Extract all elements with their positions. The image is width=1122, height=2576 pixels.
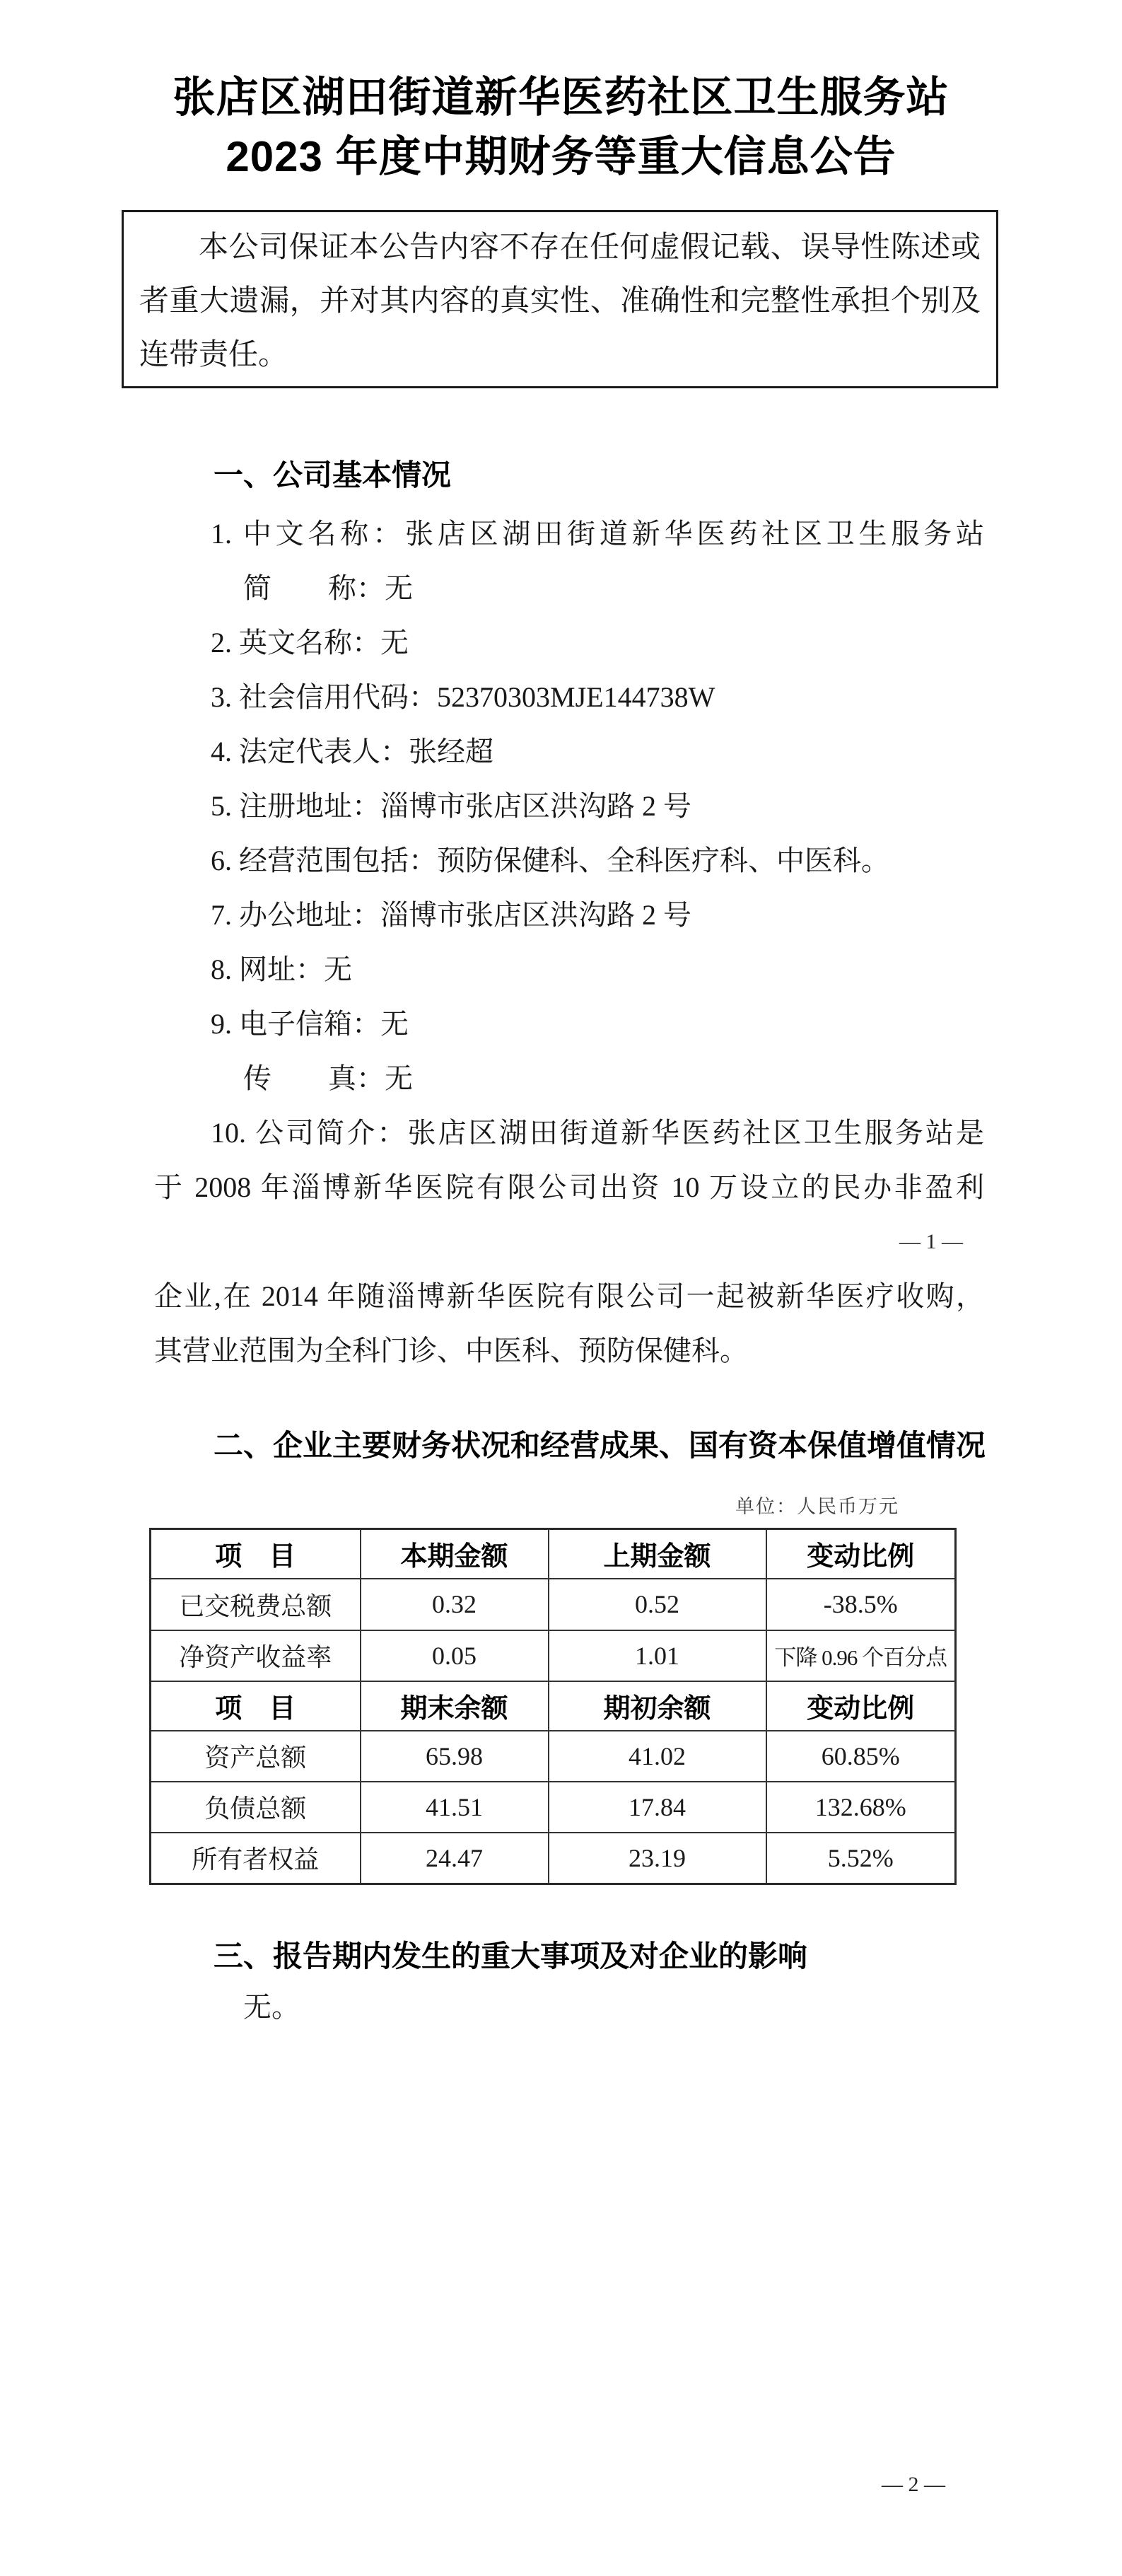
table-cell: 期初余额: [549, 1681, 766, 1731]
table-cell: 0.05: [361, 1630, 549, 1681]
table-cell: 已交税费总额: [151, 1579, 361, 1630]
table-header-row: [151, 1529, 956, 1579]
table-row-liabilities: [151, 1782, 956, 1833]
table-cell: 项 目: [151, 1529, 361, 1579]
table-cell: 负债总额: [151, 1782, 361, 1833]
section2-heading: 二、企业主要财务状况和经营成果、国有资本保值增值情况: [214, 1429, 986, 1462]
info-line-registered-address: 5. 注册地址：淄博市张店区洪沟路 2 号: [211, 790, 691, 822]
section3-heading: 三、报告期内发生的重大事项及对企业的影响: [214, 1939, 808, 1973]
info-line-credit-code: 3. 社会信用代码：52370303MJE144738W: [211, 681, 715, 713]
table-cell: 变动比例: [766, 1681, 956, 1731]
disclaimer-line: 本公司保证本公告内容不存在任何虚假记载、误导性陈述或: [199, 231, 981, 264]
info-line-business-scope: 6. 经营范围包括：预防保健科、全科医疗科、中医科。: [211, 845, 889, 876]
doc-title-line1: 张店区湖田街道新华医药社区卫生服务站: [173, 74, 949, 121]
table-cell: 变动比例: [766, 1529, 956, 1579]
disclaimer-line: 者重大遗漏，并对其内容的真实性、准确性和完整性承担个别及: [139, 285, 981, 318]
table-cell: 期末余额: [361, 1681, 549, 1731]
company-info-list: [154, 506, 984, 1378]
info-line-chinese-name: 1. 中文名称：张店区湖田街道新华医药社区卫生服务站: [211, 518, 984, 550]
info-line-short-name: 简 称：无: [243, 572, 413, 604]
table-cell: 23.19: [549, 1833, 766, 1884]
table-cell: 本期金额: [361, 1529, 549, 1579]
info-line-profile-1: 10. 公司简介：张店区湖田街道新华医药社区卫生服务站是: [211, 1117, 984, 1149]
table-cell: 17.84: [549, 1782, 766, 1833]
table-cell: 1.01: [549, 1630, 766, 1681]
table-cell: 0.52: [549, 1579, 766, 1630]
table-cell: 0.32: [361, 1579, 549, 1630]
doc-title-line2: 2023 年度中期财务等重大信息公告: [226, 133, 896, 180]
doc-title: [0, 68, 1122, 187]
section3-body: 无。: [243, 1991, 300, 2023]
table-cell: 5.52%: [766, 1833, 956, 1884]
page2-number: — 2 —: [882, 2473, 945, 2496]
disclaimer-line: 连带责任。: [139, 339, 288, 371]
info-line-website: 8. 网址：无: [211, 953, 352, 985]
info-line-profile-3: 企业,在 2014 年随淄博新华医院有限公司一起被新华医疗收购，: [154, 1280, 984, 1312]
info-line-email: 9. 电子信箱：无: [211, 1008, 409, 1040]
disclaimer-box: [122, 210, 998, 388]
table-cell: 所有者权益: [151, 1833, 361, 1884]
info-line-office-address: 7. 办公地址：淄博市张店区洪沟路 2 号: [211, 899, 691, 931]
info-line-english-name: 2. 英文名称：无: [211, 627, 409, 658]
section1-heading: 一、公司基本情况: [214, 458, 452, 492]
table-row-assets: [151, 1731, 956, 1782]
table-cell: 24.47: [361, 1833, 549, 1884]
table-cell: 上期金额: [549, 1529, 766, 1579]
financial-table: [149, 1528, 957, 1885]
table-row-equity: [151, 1833, 956, 1884]
unit-note: 单位：人民币万元: [735, 1496, 899, 1517]
table-cell: 下降 0.96 个百分点: [766, 1630, 956, 1681]
table-cell: 净资产收益率: [151, 1630, 361, 1681]
info-line-fax: 传 真：无: [243, 1062, 413, 1094]
table-cell: -38.5%: [766, 1579, 956, 1630]
table-cell: 132.68%: [766, 1782, 956, 1833]
table-cell: 项 目: [151, 1681, 361, 1731]
table-row-roe: [151, 1630, 956, 1681]
table-cell: 65.98: [361, 1731, 549, 1782]
info-line-legal-rep: 4. 法定代表人：张经超: [211, 736, 493, 767]
info-line-profile-4: 其营业范围为全科门诊、中医科、预防保健科。: [154, 1335, 748, 1367]
info-line-profile-2: 于 2008 年淄博新华医院有限公司出资 10 万设立的民办非盈利: [154, 1171, 984, 1203]
table-row-taxes: [151, 1579, 956, 1630]
table-cell: 41.51: [361, 1782, 549, 1833]
table-header-row-2: [151, 1681, 956, 1731]
table-cell: 资产总额: [151, 1731, 361, 1782]
page1-number: — 1 —: [899, 1230, 963, 1253]
table-cell: 41.02: [549, 1731, 766, 1782]
table-cell: 60.85%: [766, 1731, 956, 1782]
